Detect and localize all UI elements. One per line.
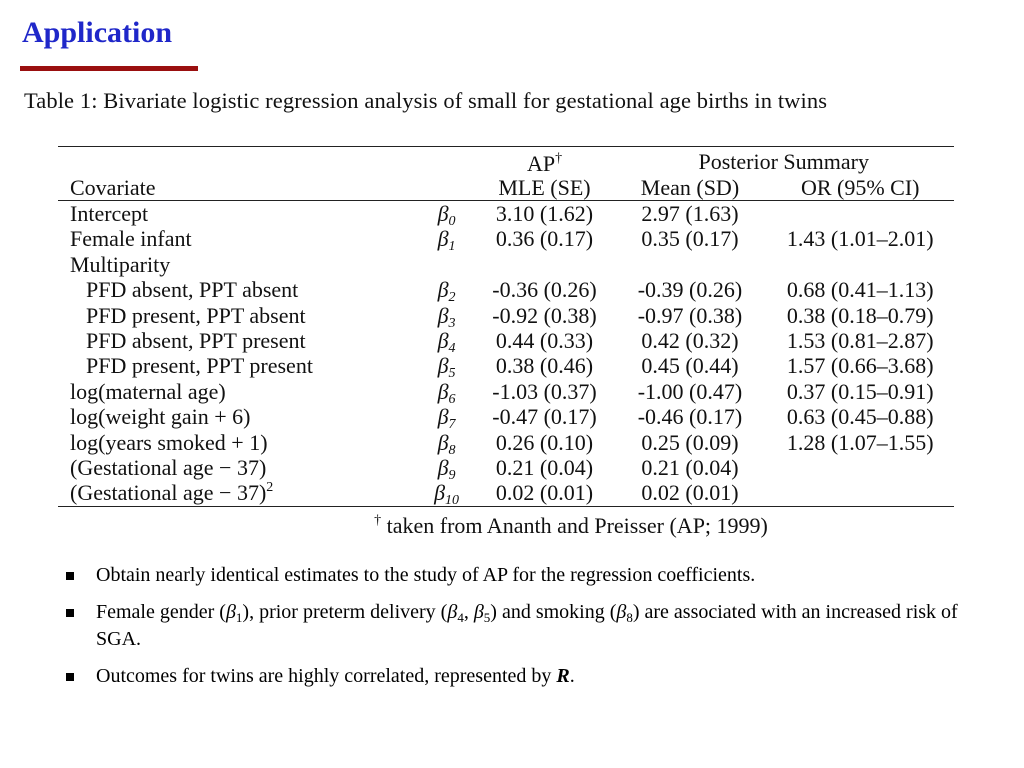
or-cell: 0.37 (0.15–0.91) xyxy=(786,378,934,404)
covariate-cell: Multiparity xyxy=(70,251,171,277)
table-row xyxy=(58,328,954,353)
parameter-symbol: $\beta_3$ xyxy=(437,302,456,331)
or-cell: 1.53 (0.81–2.87) xyxy=(786,328,934,354)
mle-cell: 0.38 (0.46) xyxy=(495,353,594,379)
mle-cell: 0.44 (0.33) xyxy=(495,328,594,354)
parameter-symbol: $\beta_2$ xyxy=(437,277,456,306)
table-row xyxy=(58,430,954,455)
mean-cell: 0.21 (0.04) xyxy=(641,455,739,481)
mle-cell: -1.03 (0.37) xyxy=(492,378,597,404)
mean-cell: 0.45 (0.44) xyxy=(641,353,739,379)
table-caption: Table 1: Bivariate logistic regression analysis of small for gestational age births in twins xyxy=(24,88,828,113)
or-cell xyxy=(766,455,954,480)
posterior-summary-header: Posterior Summary xyxy=(698,148,869,174)
regression-table xyxy=(58,146,954,540)
mle-cell: -0.47 (0.17) xyxy=(492,404,597,430)
parameter-symbol: $\beta_7$ xyxy=(437,404,456,433)
bullet-item: Obtain nearly identical estimates to the study of AP for the regression coefficients. xyxy=(64,562,964,589)
table-header-row-2 xyxy=(58,176,954,201)
table-row xyxy=(58,480,954,506)
mle-cell: -0.36 (0.26) xyxy=(492,277,597,303)
mean-cell: 0.02 (0.01) xyxy=(641,480,739,506)
or-cell: 0.38 (0.18–0.79) xyxy=(786,302,934,328)
mean-cell: -0.39 (0.26) xyxy=(637,277,743,303)
mle-cell: 0.21 (0.04) xyxy=(495,455,594,481)
table-row xyxy=(58,201,954,227)
or-cell: 0.68 (0.41–1.13) xyxy=(786,277,934,303)
parameter-symbol: $\beta_4$ xyxy=(437,328,456,357)
parameter-symbol: $\beta_9$ xyxy=(437,455,456,484)
or-cell xyxy=(766,201,954,227)
table-row xyxy=(58,455,954,480)
covariate-cell: PFD absent, PPT absent xyxy=(86,277,299,303)
mean-cell xyxy=(613,252,766,277)
or-cell: 1.43 (1.01–2.01) xyxy=(786,226,934,252)
covariate-cell: log(maternal age) xyxy=(70,378,226,404)
covariate-cell: log(years smoked + 1) xyxy=(70,429,268,455)
slide-title: Application xyxy=(22,16,173,49)
or-header: OR (95% CI) xyxy=(800,175,920,200)
parameter-symbol: $\beta_{10}$ xyxy=(434,480,460,509)
bullet-item: Outcomes for twins are highly correlated, represented by R. xyxy=(64,663,964,690)
table-row xyxy=(58,303,954,328)
table-header-row-1 xyxy=(58,147,954,177)
or-cell xyxy=(766,480,954,506)
mle-cell xyxy=(476,252,614,277)
table-row xyxy=(58,379,954,404)
covariate-header: Covariate xyxy=(70,175,156,200)
parameter-symbol: $\beta_1$ xyxy=(437,226,456,255)
mean-cell: 0.35 (0.17) xyxy=(641,226,739,252)
table-row xyxy=(58,353,954,378)
covariate-cell: Female infant xyxy=(70,226,192,252)
mle-cell: 0.02 (0.01) xyxy=(495,480,594,506)
table-row xyxy=(58,252,954,277)
mle-header: MLE (SE) xyxy=(498,175,591,200)
or-cell: 0.63 (0.45–0.88) xyxy=(786,404,934,430)
covariate-cell: (Gestational age − 37) xyxy=(70,455,267,481)
mle-cell: 0.36 (0.17) xyxy=(495,226,594,252)
mean-header: Mean (SD) xyxy=(640,175,740,200)
covariate-cell: PFD present, PPT absent xyxy=(86,302,306,328)
table-row xyxy=(58,226,954,251)
table-row xyxy=(58,277,954,302)
parameter-symbol: $\beta_6$ xyxy=(437,378,456,407)
mean-cell: 2.97 (1.63) xyxy=(641,201,739,226)
or-cell: 1.28 (1.07–1.55) xyxy=(786,429,934,455)
mean-cell: 0.25 (0.09) xyxy=(641,429,739,455)
bullet-marker xyxy=(66,609,74,617)
mle-cell: 3.10 (1.62) xyxy=(495,201,594,226)
covariate-cell: (Gestational age − 37)$^2$ xyxy=(70,480,274,506)
parameter-symbol xyxy=(418,252,476,277)
or-cell xyxy=(766,252,954,277)
covariate-cell: PFD present, PPT present xyxy=(86,353,313,379)
mean-cell: -1.00 (0.47) xyxy=(637,378,743,404)
covariate-cell: log(weight gain + 6) xyxy=(70,404,251,430)
table-footnote-row xyxy=(58,506,954,540)
table-footnote: † taken from Ananth and Preisser (AP; 1999) xyxy=(374,512,768,538)
mean-cell: 0.42 (0.32) xyxy=(641,328,739,354)
bullet-item: Female gender $(\beta_1)$, prior preterm delivery ($\beta_4$, $\beta_5$) and smoking $(\beta_8)$ are associated with an increased risk of SGA. xyxy=(64,599,964,653)
ap-header: AP† xyxy=(526,151,563,176)
bullet-list xyxy=(64,562,964,700)
table-row xyxy=(58,404,954,429)
parameter-symbol: $\beta_8$ xyxy=(437,429,456,458)
mean-cell: -0.46 (0.17) xyxy=(637,404,743,430)
mle-cell: -0.92 (0.38) xyxy=(492,302,597,328)
covariate-cell: PFD absent, PPT present xyxy=(86,328,306,354)
bullet-marker xyxy=(66,572,74,580)
mean-cell: -0.97 (0.38) xyxy=(637,302,743,328)
or-cell: 1.57 (0.66–3.68) xyxy=(786,353,934,379)
parameter-symbol: $\beta_0$ xyxy=(437,201,456,229)
table-body xyxy=(58,201,954,507)
mle-cell: 0.26 (0.10) xyxy=(495,429,594,455)
parameter-symbol: $\beta_5$ xyxy=(437,353,456,382)
bullet-marker xyxy=(66,673,74,681)
covariate-cell: Intercept xyxy=(70,201,149,226)
title-underline xyxy=(20,66,198,71)
